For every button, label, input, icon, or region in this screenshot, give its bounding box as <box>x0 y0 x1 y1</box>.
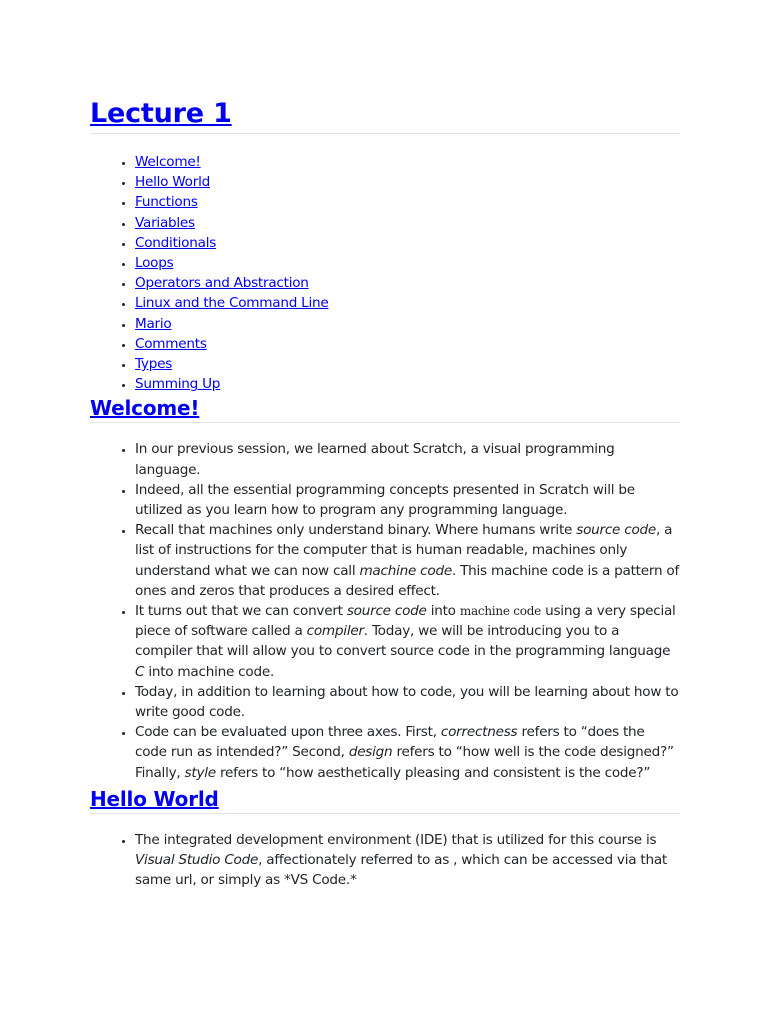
toc-item <box>135 253 680 273</box>
text-span: . This machine code is a pattern of ones and zeros that produces a desired effect. <box>135 562 680 599</box>
toc-link-operators[interactable]: Operators and Abstraction <box>135 275 309 292</box>
emphasis-correctness: correctness <box>440 724 518 741</box>
text-span: Code can be evaluated upon three axes. First, <box>135 724 441 741</box>
emphasis-compiler: compiler <box>306 623 364 640</box>
list-item <box>135 520 680 601</box>
toc-item <box>135 293 680 313</box>
toc-link-summing-up[interactable]: Summing Up <box>135 376 221 393</box>
title-divider <box>90 133 680 134</box>
hello-bullets <box>90 830 680 891</box>
emphasis-vs-code: Visual Studio Code <box>135 852 259 869</box>
notes-content <box>90 97 680 891</box>
text-span: , a list of instructions for the computer that is human readable, machines only understand what we can now call <box>135 522 673 579</box>
toc-link-mario[interactable]: Mario <box>135 315 172 332</box>
welcome-heading-link[interactable]: Welcome! <box>90 396 200 421</box>
toc-item <box>135 354 680 374</box>
emphasis-machine-code: machine code <box>359 562 452 579</box>
welcome-divider <box>90 422 680 423</box>
toc-item <box>135 273 680 293</box>
toc-link-linux[interactable]: Linux and the Command Line <box>135 295 329 312</box>
text-span: into <box>426 603 460 620</box>
toc-item <box>135 314 680 334</box>
text-span: It turns out that we can convert <box>135 603 347 620</box>
toc-item <box>135 152 680 172</box>
section-heading-welcome <box>90 395 680 421</box>
text-span: refers to “does the code run as intended?” Second, <box>135 724 645 761</box>
toc-item <box>135 192 680 212</box>
hello-heading-link[interactable]: Hello World <box>90 786 219 811</box>
toc-item <box>135 172 680 192</box>
list-item <box>135 601 680 682</box>
toc-link-functions[interactable]: Functions <box>135 194 198 211</box>
list-item <box>135 722 680 783</box>
toc-link-hello-world[interactable]: Hello World <box>135 174 210 191</box>
toc-item <box>135 213 680 233</box>
section-heading-hello-world <box>90 786 680 812</box>
term-machine-code: machine code <box>459 604 542 619</box>
text-span: refers to “how well is the code designed?” Finally, <box>135 744 674 781</box>
toc-link-variables[interactable]: Variables <box>135 214 195 231</box>
list-item: • Today, in addition to learning about how to code, you will be learning about how to write good code. <box>135 682 680 722</box>
page-title <box>90 97 680 131</box>
text-span: Recall that machines only understand binary. Where humans write <box>135 522 577 539</box>
toc-link-comments[interactable]: Comments <box>135 335 207 352</box>
toc-link-conditionals[interactable]: Conditionals <box>135 234 217 251</box>
text-span: . Today, we will be introducing you to a compiler that will allow you to convert source code in the programming language <box>135 623 671 660</box>
toc-link-welcome[interactable]: Welcome! <box>135 154 201 170</box>
hello-divider <box>90 813 680 814</box>
emphasis-design: design <box>348 744 393 761</box>
toc-item <box>135 374 680 394</box>
list-item: • Indeed, all the essential programming concepts presented in Scratch will be utilized as you learn how to program any programming language. <box>135 480 680 520</box>
list-item: • In our previous session, we learned about Scratch, a visual programming language. <box>135 439 680 479</box>
toc-item <box>135 334 680 354</box>
toc-link-loops[interactable]: Loops <box>135 255 174 272</box>
text-span: The integrated development environment (IDE) that is utilized for this course is <box>135 831 657 848</box>
emphasis-source-code: source code <box>346 603 427 620</box>
page-title-link[interactable]: Lecture 1 <box>90 98 232 129</box>
text-span: refers to “how aesthetically pleasing and consistent is the code?” <box>215 764 651 781</box>
emphasis-style: style <box>184 764 216 781</box>
text-span: into machine code. <box>144 663 275 680</box>
emphasis-source-code: source code <box>576 522 657 539</box>
welcome-bullets <box>90 439 680 782</box>
toc-link-types[interactable]: Types <box>135 356 173 373</box>
text-span: , affectionately referred to as , which can be accessed via that same url, or simply as *VS Code.* <box>135 852 667 889</box>
table-of-contents <box>90 152 680 394</box>
text-span: using a very special piece of software called a <box>135 603 676 640</box>
list-item <box>135 830 680 891</box>
toc-item <box>135 233 680 253</box>
emphasis-c: C <box>135 663 145 680</box>
